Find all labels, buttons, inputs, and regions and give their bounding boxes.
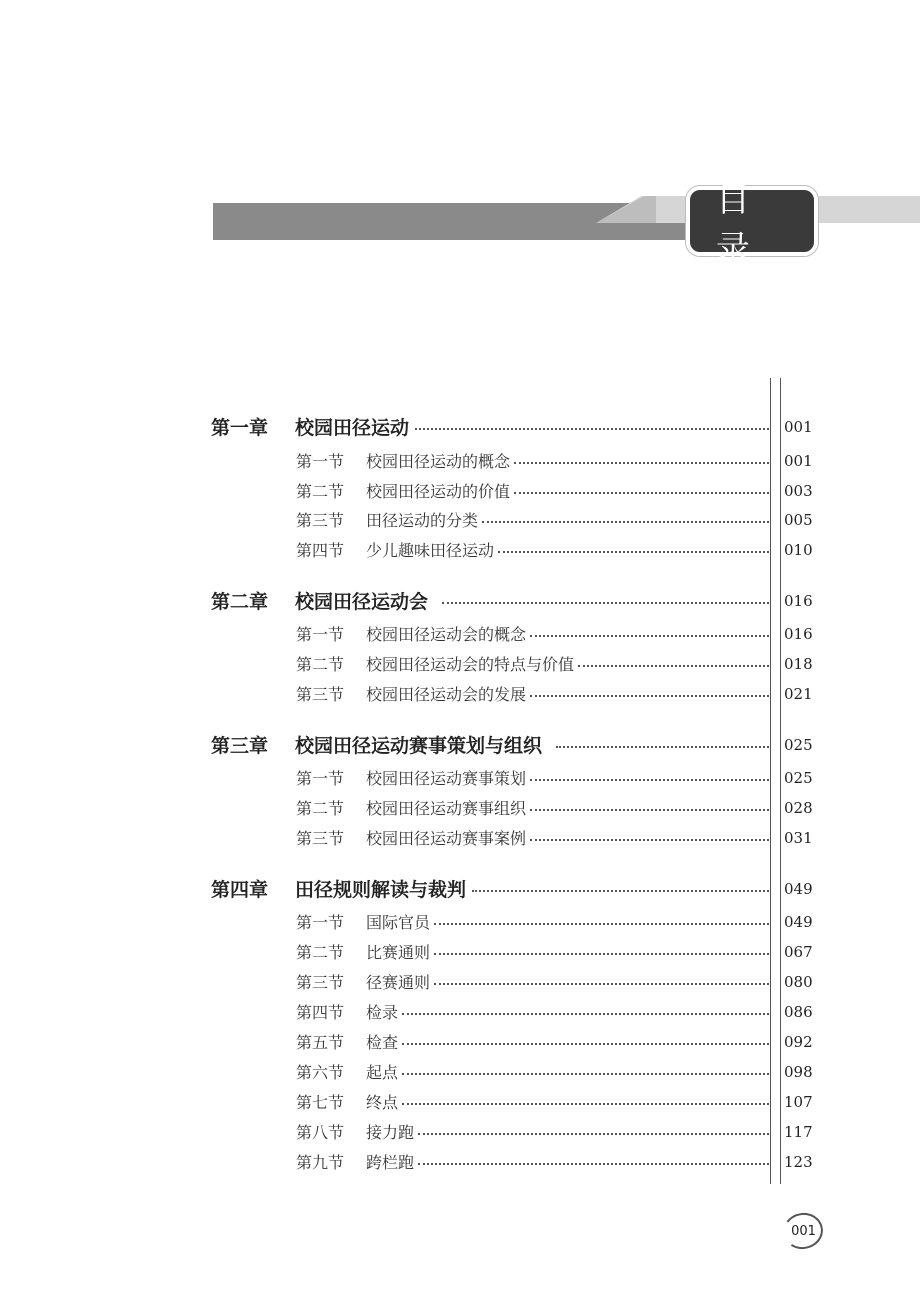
section-title: 田径运动的分类: [366, 510, 479, 530]
section-label: 第二节: [296, 942, 345, 962]
section-title: 跨栏跑: [366, 1152, 415, 1172]
chapter-title: 校园田径运动会: [295, 590, 429, 613]
section-title: 比赛通则: [366, 942, 431, 962]
toc-page-number: 092: [784, 1033, 813, 1051]
dot-leader: [482, 521, 769, 523]
vertical-rule-right: [780, 378, 781, 1184]
toc-page-number: 018: [784, 655, 813, 673]
vertical-rule-left: [770, 378, 771, 1184]
toc-page-number: 123: [784, 1153, 813, 1171]
section-label: 第一节: [296, 768, 345, 788]
toc-page-number: 117: [784, 1123, 813, 1141]
dot-leader: [530, 839, 769, 841]
section-label: 第三节: [296, 684, 345, 704]
toc-section-1-3[interactable]: [296, 506, 769, 532]
toc-page-number: 049: [784, 913, 813, 931]
section-label: 第三节: [296, 510, 345, 530]
toc-section-4-5[interactable]: [296, 1028, 769, 1054]
section-label: 第七节: [296, 1092, 345, 1112]
toc-page-number: 086: [784, 1003, 813, 1021]
toc-section-3-1[interactable]: [296, 764, 769, 790]
toc-chapter-1[interactable]: [211, 413, 769, 439]
toc-section-4-7[interactable]: [296, 1088, 769, 1114]
dot-leader: [434, 923, 769, 925]
toc-section-4-4[interactable]: [296, 998, 769, 1024]
toc-page-number: 016: [784, 625, 813, 643]
dot-leader: [498, 551, 769, 553]
toc-section-2-2[interactable]: [296, 650, 769, 676]
section-title: 少儿趣味田径运动: [366, 540, 495, 560]
toc-section-3-3[interactable]: [296, 824, 769, 850]
toc-page-number: 005: [784, 511, 813, 529]
dot-leader: [402, 1073, 769, 1075]
toc-page-number: 098: [784, 1063, 813, 1081]
section-label: 第三节: [296, 828, 345, 848]
page-number: 001: [790, 1223, 816, 1239]
section-title: 检录: [366, 1002, 399, 1022]
dot-leader: [434, 953, 769, 955]
chapter-title: 校园田径运动: [295, 416, 410, 439]
toc-section-1-4[interactable]: [296, 536, 769, 562]
toc-page-number: 028: [784, 799, 813, 817]
toc-page-number: 010: [784, 541, 813, 559]
section-title: 国际官员: [366, 912, 431, 932]
toc-section-1-1[interactable]: [296, 447, 769, 473]
toc-page-number: 080: [784, 973, 813, 991]
toc-section-4-2[interactable]: [296, 938, 769, 964]
section-label: 第五节: [296, 1032, 345, 1052]
section-label: 第一节: [296, 451, 345, 471]
toc-page-number: 001: [784, 418, 813, 436]
toc-section-2-3[interactable]: [296, 680, 769, 706]
toc-page-number: 067: [784, 943, 813, 961]
section-title: 终点: [366, 1092, 399, 1112]
page-number-badge: [780, 1210, 826, 1252]
section-title: 校园田径运动赛事案例: [366, 828, 527, 848]
toc-chapter-4[interactable]: [211, 875, 769, 901]
chapter-label: 第二章: [211, 590, 269, 613]
toc-section-1-2[interactable]: [296, 477, 769, 503]
section-label: 第八节: [296, 1122, 345, 1142]
section-label: 第六节: [296, 1062, 345, 1082]
toc-page-number: 021: [784, 685, 813, 703]
section-label: 第一节: [296, 912, 345, 932]
dot-leader: [442, 602, 769, 604]
section-label: 第一节: [296, 624, 345, 644]
section-title: 校园田径运动的概念: [366, 451, 511, 471]
chapter-title: 校园田径运动赛事策划与组织: [295, 734, 543, 757]
dot-leader: [556, 746, 769, 748]
section-title: 径赛通则: [366, 972, 431, 992]
toc-page-number: 049: [784, 880, 813, 898]
dot-leader: [578, 665, 769, 667]
dot-leader: [514, 462, 769, 464]
section-label: 第三节: [296, 972, 345, 992]
toc-title-box: [686, 180, 818, 269]
section-title: 校园田径运动会的特点与价值: [366, 654, 575, 674]
section-title: 校园田径运动会的发展: [366, 684, 527, 704]
toc-section-4-3[interactable]: [296, 968, 769, 994]
section-title: 校园田径运动的价值: [366, 481, 511, 501]
section-title: 校园田径运动赛事策划: [366, 768, 527, 788]
chapter-label: 第四章: [211, 878, 269, 901]
dot-leader: [415, 428, 769, 430]
chapter-label: 第一章: [211, 416, 269, 439]
dot-leader: [530, 635, 769, 637]
toc-section-4-9[interactable]: [296, 1148, 769, 1174]
section-title: 校园田径运动会的概念: [366, 624, 527, 644]
toc-chapter-2[interactable]: [211, 587, 769, 613]
dot-leader: [530, 779, 769, 781]
chapter-title: 田径规则解读与裁判: [295, 878, 467, 901]
toc-page-number: 001: [784, 452, 813, 470]
dot-leader: [418, 1133, 769, 1135]
section-title: 接力跑: [366, 1122, 415, 1142]
toc-section-4-1[interactable]: [296, 908, 769, 934]
dot-leader: [402, 1103, 769, 1105]
section-title: 校园田径运动赛事组织: [366, 798, 527, 818]
section-label: 第九节: [296, 1152, 345, 1172]
dot-leader: [434, 983, 769, 985]
section-title: 起点: [366, 1062, 399, 1082]
dot-leader: [472, 890, 769, 892]
toc-chapter-3[interactable]: [211, 731, 769, 757]
toc-page-number: 031: [784, 829, 813, 847]
dot-leader: [418, 1163, 769, 1165]
section-title: 检查: [366, 1032, 399, 1052]
dot-leader: [530, 695, 769, 697]
toc-title: 目 录: [716, 180, 776, 269]
toc-page-number: 025: [784, 736, 813, 754]
toc-page-number: 016: [784, 592, 813, 610]
toc-section-2-1[interactable]: [296, 620, 769, 646]
dot-leader: [402, 1043, 769, 1045]
chapter-label: 第三章: [211, 734, 269, 757]
section-label: 第四节: [296, 1002, 345, 1022]
dot-leader: [530, 809, 769, 811]
dot-leader: [402, 1013, 769, 1015]
toc-section-4-6[interactable]: [296, 1058, 769, 1084]
toc-page-number: 107: [784, 1093, 813, 1111]
toc-page-number: 025: [784, 769, 813, 787]
toc-section-4-8[interactable]: [296, 1118, 769, 1144]
toc-page-number: 003: [784, 482, 813, 500]
section-label: 第二节: [296, 798, 345, 818]
section-label: 第二节: [296, 481, 345, 501]
section-label: 第二节: [296, 654, 345, 674]
dot-leader: [514, 492, 769, 494]
section-label: 第四节: [296, 540, 345, 560]
toc-section-3-2[interactable]: [296, 794, 769, 820]
